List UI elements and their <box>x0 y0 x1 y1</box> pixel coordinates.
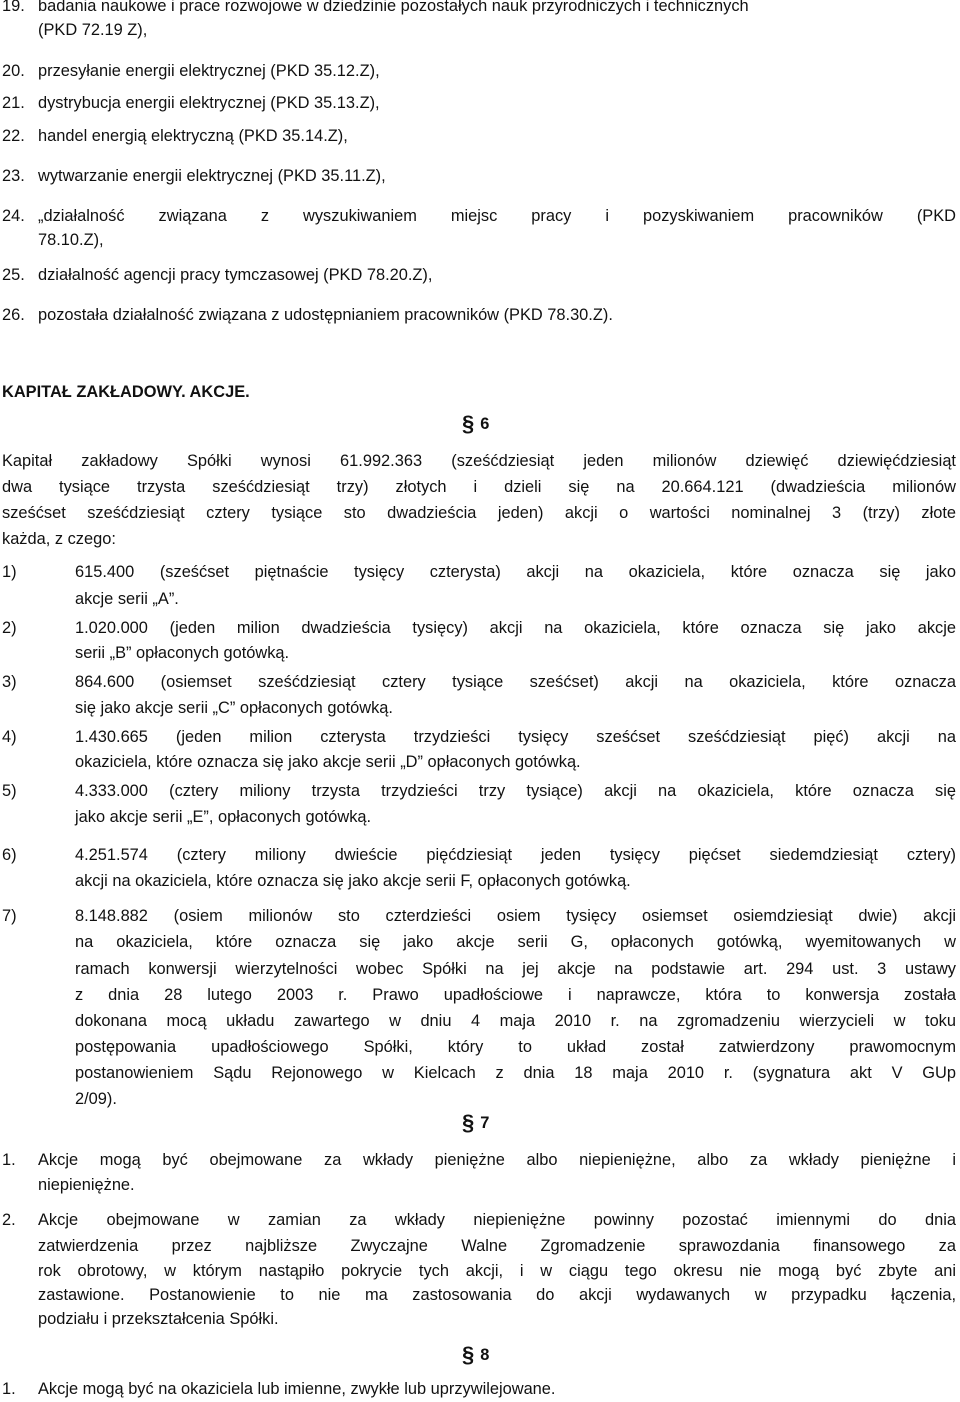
share-text: ramach konwersji wierzytelności wobec Spółki na jej akcje na podstawie art. 294 ust. 3 ustawy <box>75 960 956 978</box>
share-text: 1.430.665 (jeden milion czterysta trzydzieści tysięcy sześćset sześćdziesiąt pięć) akcji na <box>75 728 956 746</box>
share-text: 2/09). <box>75 1090 117 1108</box>
point-text: niepieniężne. <box>38 1176 135 1194</box>
activity-text: wytwarzanie energii elektrycznej (PKD 35.11.Z), <box>38 167 386 185</box>
point-text: Akcje mogą być obejmowane za wkłady pieniężne albo niepieniężne, albo za wkłady pieniężne i <box>38 1151 956 1169</box>
share-text: postanowieniem Sądu Rejonowego w Kielcach z dnia 18 maja 2010 r. (sygnatura akt V GUp <box>75 1064 956 1082</box>
capital-text-line: dwa tysiące trzysta sześćdziesiąt trzy) złotych i dzieli się na 20.664.121 (dwadzieścia milionów <box>2 478 956 496</box>
activity-text: badania naukowe i prace rozwojowe w dziedzinie pozostałych nauk przyrodniczych i technicznych <box>38 0 749 15</box>
share-number: 4) <box>2 728 17 746</box>
share-text: jako akcje serii „E”, opłaconych gotówką. <box>75 808 372 826</box>
share-text: okaziciela, które oznacza się jako akcje serii „D” opłaconych gotówką. <box>75 753 581 771</box>
share-text: 864.600 (osiemset sześćdziesiąt cztery tysiące sześćset) akcji na okaziciela, które oznacza <box>75 673 956 691</box>
share-text: 1.020.000 (jeden milion dwadzieścia tysięcy) akcji na okaziciela, które oznacza się jako akcje <box>75 619 956 637</box>
section-number: 7 <box>480 1114 490 1132</box>
share-text: dokonana mocą układu zawartego w dniu 4 maja 2010 r. na zgromadzeniu wierzycieli w toku <box>75 1012 956 1030</box>
activity-text: handel energią elektryczną (PKD 35.14.Z), <box>38 127 348 145</box>
activity-number: 22. <box>2 127 25 145</box>
section-7-title <box>462 1111 489 1133</box>
share-number: 5) <box>2 782 17 800</box>
activity-text: 78.10.Z), <box>38 231 104 249</box>
activity-text: (PKD 72.19 Z), <box>38 21 148 39</box>
share-text: postępowania upadłościowego Spółki, który to układ został zatwierdzony prawomocnym <box>75 1038 956 1056</box>
share-number: 3) <box>2 673 17 691</box>
point-text: Akcje obejmowane w zamian za wkłady niepieniężne powinny pozostać imiennymi do dnia <box>38 1211 956 1229</box>
share-number: 6) <box>2 846 17 864</box>
point-text: rok obrotowy, w którym nastąpiło pokrycie tych akcji, i w ciągu tego okresu nie mogą być zbyte ani <box>38 1262 956 1280</box>
share-text: akcje serii „A”. <box>75 590 179 608</box>
section-symbol: § <box>462 411 475 436</box>
share-text: 615.400 (sześćset piętnaście tysięcy czterysta) akcji na okaziciela, które oznacza się jako <box>75 563 956 581</box>
activity-text: dystrybucja energii elektrycznej (PKD 35.13.Z), <box>38 94 380 112</box>
point-number: 1. <box>2 1380 16 1398</box>
share-text: serii „B” opłaconych gotówką. <box>75 644 290 662</box>
point-text: Akcje mogą być na okaziciela lub imienne, zwykłe lub uprzywilejowane. <box>38 1380 556 1398</box>
activity-number: 26. <box>2 306 25 324</box>
share-text: akcji na okaziciela, które oznacza się jako akcje serii F, opłaconych gotówką. <box>75 872 631 890</box>
section-symbol: § <box>462 1342 475 1367</box>
activity-number: 20. <box>2 62 25 80</box>
point-number: 2. <box>2 1211 16 1229</box>
share-number: 7) <box>2 907 17 925</box>
activity-number: 24. <box>2 207 25 225</box>
share-text: z dnia 28 lutego 2003 r. Prawo upadłościowe i naprawcze, która to konwersja została <box>75 986 956 1004</box>
activity-text: pozostała działalność związana z udostępnianiem pracowników (PKD 78.30.Z). <box>38 306 613 324</box>
activity-text: działalność agencji pracy tymczasowej (PKD 78.20.Z), <box>38 266 433 284</box>
activity-number: 25. <box>2 266 25 284</box>
capital-text-line: sześćset sześćdziesiąt cztery tysiące sto dwadzieścia jeden) akcji o wartości nominalnej 3 (trzy) złote <box>2 504 956 522</box>
section-symbol: § <box>462 1110 475 1135</box>
share-text: się jako akcje serii „C” opłaconych gotówką. <box>75 699 393 717</box>
capital-text-line: Kapitał zakładowy Spółki wynosi 61.992.363 (sześćdziesiąt jeden milionów dziewięć dziewięćdziesiąt <box>2 452 956 470</box>
share-text: 8.148.882 (osiem milionów sto czterdzieści osiem tysięcy osiemset osiemdziesiąt dwie) akcji <box>75 907 956 925</box>
share-text: 4.251.574 (cztery miliony dwieście pięćdziesiąt jeden tysięcy pięćset siedemdziesiąt cztery) <box>75 846 956 864</box>
activity-number: 19. <box>2 0 25 15</box>
activity-text: przesyłanie energii elektrycznej (PKD 35.12.Z), <box>38 62 380 80</box>
share-text: na okaziciela, które oznacza się jako akcje serii G, opłaconych gotówką, wyemitowanych w <box>75 933 956 951</box>
activity-text: „działalność związana z wyszukiwaniem miejsc pracy i pozyskiwaniem pracowników (PKD <box>38 207 956 225</box>
capital-text-line: każda, z czego: <box>2 530 116 548</box>
point-text: podziału i przekształcenia Spółki. <box>38 1310 279 1328</box>
activity-number: 23. <box>2 167 25 185</box>
point-text: zastawione. Postanowienie to nie ma zastosowania do akcji wydawanych w przypadku łączenia, <box>38 1286 956 1304</box>
section-8-title <box>462 1343 489 1365</box>
share-text: 4.333.000 (cztery miliony trzysta trzydzieści trzy tysiące) akcji na okaziciela, które oznacza się <box>75 782 956 800</box>
point-text: zatwierdzenia przez najbliższe Zwyczajne Walne Zgromadzenie sprawozdania finansowego za <box>38 1237 956 1255</box>
capital-heading: KAPITAŁ ZAKŁADOWY. AKCJE. <box>2 383 250 401</box>
share-number: 2) <box>2 619 17 637</box>
activity-number: 21. <box>2 94 25 112</box>
point-number: 1. <box>2 1151 16 1169</box>
share-number: 1) <box>2 563 17 581</box>
section-number: 8 <box>480 1346 490 1364</box>
section-number: 6 <box>480 415 490 433</box>
section-6-title <box>462 412 489 434</box>
